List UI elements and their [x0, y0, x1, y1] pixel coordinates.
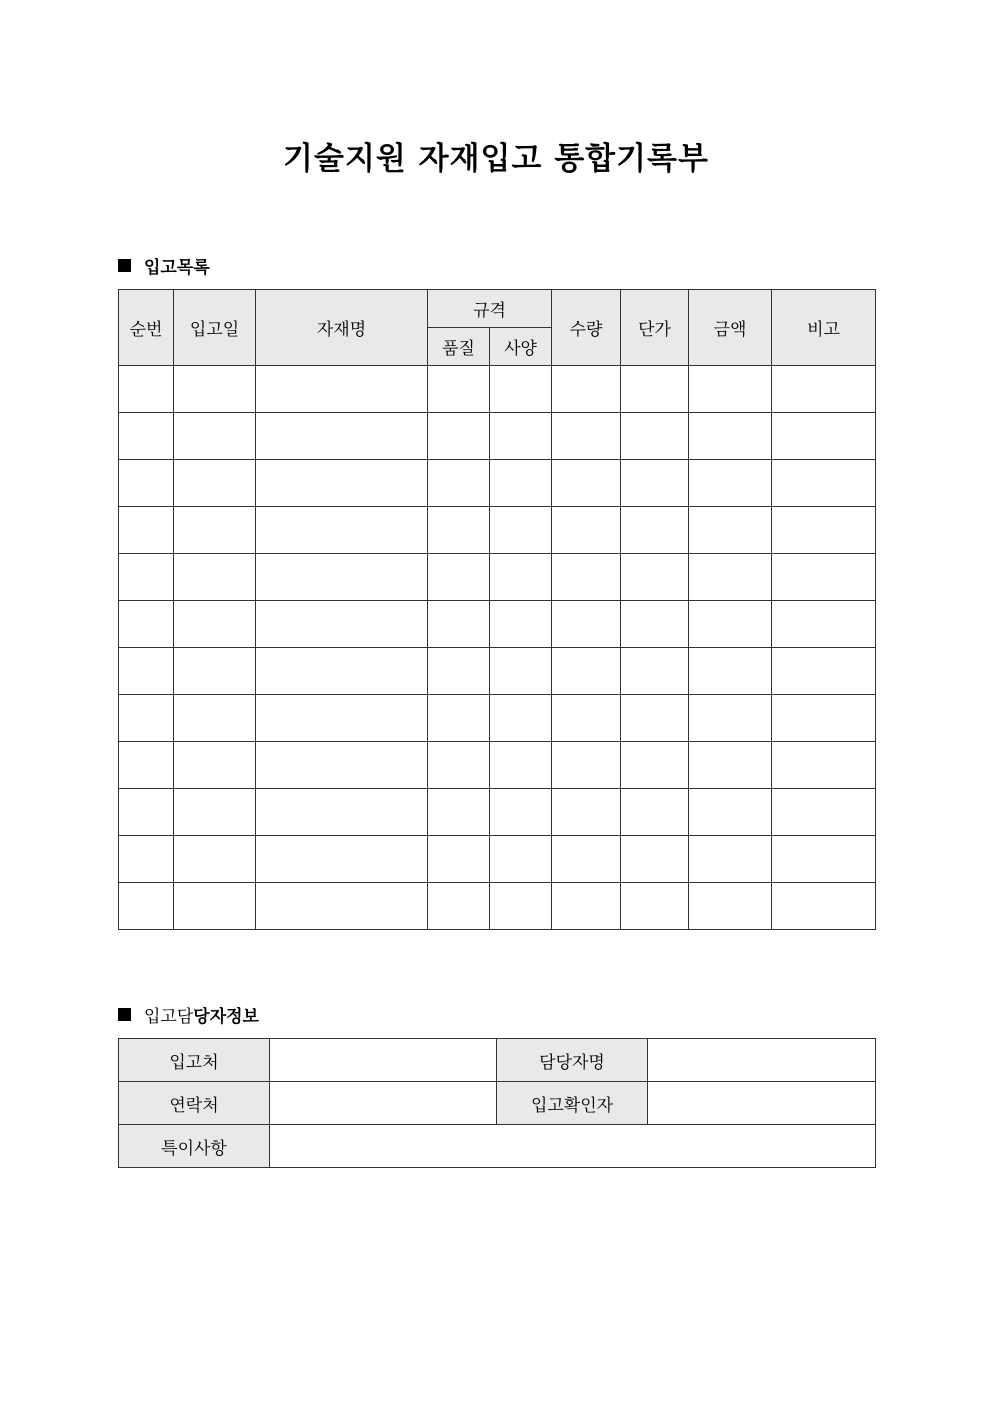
name-cell[interactable]: [256, 460, 428, 507]
spec-quality-cell[interactable]: [428, 883, 490, 930]
contact-field[interactable]: [270, 1082, 497, 1125]
remarks-label: 특이사항: [119, 1125, 270, 1168]
note-cell[interactable]: [772, 554, 876, 601]
list-section-heading: [118, 253, 210, 278]
spec-detail-cell[interactable]: [490, 648, 552, 695]
spec-quality-cell[interactable]: [428, 695, 490, 742]
spec-quality-cell[interactable]: [428, 601, 490, 648]
amount-cell[interactable]: [689, 460, 772, 507]
spec-quality-cell[interactable]: [428, 789, 490, 836]
table-row: [119, 554, 876, 601]
name-cell[interactable]: [256, 836, 428, 883]
info-section-title-normal: 입고담: [144, 1007, 194, 1027]
note-cell[interactable]: [772, 366, 876, 413]
spec-quality-cell[interactable]: [428, 413, 490, 460]
table-row: [119, 695, 876, 742]
receiver-field[interactable]: [648, 1082, 876, 1125]
manager-info-table: [118, 1038, 876, 1168]
name-cell[interactable]: [256, 507, 428, 554]
unit-price-cell[interactable]: [621, 695, 689, 742]
qty-cell[interactable]: [552, 460, 621, 507]
no-cell[interactable]: [119, 742, 174, 789]
receipt-list-body: [119, 366, 876, 930]
amount-cell[interactable]: [689, 836, 772, 883]
note-cell[interactable]: [772, 413, 876, 460]
spec-quality-cell[interactable]: [428, 460, 490, 507]
spec-detail-cell[interactable]: [490, 601, 552, 648]
note-cell[interactable]: [772, 789, 876, 836]
note-cell[interactable]: [772, 883, 876, 930]
col-header-note: 비고: [772, 290, 876, 366]
date-cell[interactable]: [174, 883, 256, 930]
spec-detail-cell[interactable]: [490, 460, 552, 507]
spec-detail-cell[interactable]: [490, 695, 552, 742]
qty-cell[interactable]: [552, 836, 621, 883]
no-cell[interactable]: [119, 836, 174, 883]
table-row: [119, 601, 876, 648]
name-cell[interactable]: [256, 366, 428, 413]
date-cell[interactable]: [174, 836, 256, 883]
unit-price-cell[interactable]: [621, 413, 689, 460]
name-cell[interactable]: [256, 648, 428, 695]
unit-price-cell[interactable]: [621, 883, 689, 930]
no-cell[interactable]: [119, 648, 174, 695]
qty-cell[interactable]: [552, 413, 621, 460]
note-cell[interactable]: [772, 460, 876, 507]
spec-detail-cell[interactable]: [490, 413, 552, 460]
date-cell[interactable]: [174, 601, 256, 648]
note-cell[interactable]: [772, 836, 876, 883]
remarks-field[interactable]: [270, 1125, 876, 1168]
spec-detail-cell[interactable]: [490, 883, 552, 930]
qty-cell[interactable]: [552, 507, 621, 554]
table-row: [119, 883, 876, 930]
col-header-spec-quality: 품질: [428, 328, 490, 366]
col-header-spec: 규격: [428, 290, 552, 328]
unit-price-cell[interactable]: [621, 366, 689, 413]
qty-cell[interactable]: [552, 554, 621, 601]
table-row: [119, 460, 876, 507]
col-header-name: 자재명: [256, 290, 428, 366]
table-row: [119, 366, 876, 413]
unit-price-cell[interactable]: [621, 554, 689, 601]
amount-cell[interactable]: [689, 601, 772, 648]
no-cell[interactable]: [119, 413, 174, 460]
supplier-label: 입고처: [119, 1039, 270, 1082]
date-cell[interactable]: [174, 413, 256, 460]
table-row: [119, 789, 876, 836]
amount-cell[interactable]: [689, 648, 772, 695]
name-cell[interactable]: [256, 413, 428, 460]
note-cell[interactable]: [772, 507, 876, 554]
no-cell[interactable]: [119, 883, 174, 930]
date-cell[interactable]: [174, 460, 256, 507]
date-cell[interactable]: [174, 695, 256, 742]
col-header-spec-detail: 사양: [490, 328, 552, 366]
amount-cell[interactable]: [689, 883, 772, 930]
qty-cell[interactable]: [552, 883, 621, 930]
name-cell[interactable]: [256, 695, 428, 742]
name-cell[interactable]: [256, 883, 428, 930]
table-row: [119, 413, 876, 460]
date-cell[interactable]: [174, 366, 256, 413]
manager-name-field[interactable]: [648, 1039, 876, 1082]
date-cell[interactable]: [174, 789, 256, 836]
amount-cell[interactable]: [689, 789, 772, 836]
page-title: 기술지원 자재입고 통합기록부: [283, 141, 709, 177]
spec-quality-cell[interactable]: [428, 836, 490, 883]
no-cell[interactable]: [119, 601, 174, 648]
spec-detail-cell[interactable]: [490, 554, 552, 601]
amount-cell[interactable]: [689, 366, 772, 413]
no-cell[interactable]: [119, 507, 174, 554]
spec-detail-cell[interactable]: [490, 789, 552, 836]
no-cell[interactable]: [119, 460, 174, 507]
note-cell[interactable]: [772, 601, 876, 648]
qty-cell[interactable]: [552, 601, 621, 648]
list-section-title: 입고목록: [144, 258, 210, 278]
qty-cell[interactable]: [552, 742, 621, 789]
table-row: [119, 742, 876, 789]
unit-price-cell[interactable]: [621, 789, 689, 836]
no-cell[interactable]: [119, 366, 174, 413]
square-bullet-icon: [118, 1008, 131, 1021]
col-header-unit-price: 단가: [621, 290, 689, 366]
note-cell[interactable]: [772, 742, 876, 789]
name-cell[interactable]: [256, 742, 428, 789]
spec-quality-cell[interactable]: [428, 742, 490, 789]
unit-price-cell[interactable]: [621, 836, 689, 883]
square-bullet-icon: [118, 259, 131, 272]
spec-detail-cell[interactable]: [490, 742, 552, 789]
spec-quality-cell[interactable]: [428, 554, 490, 601]
no-cell[interactable]: [119, 789, 174, 836]
name-cell[interactable]: [256, 601, 428, 648]
info-section-title-bold: 당자정보: [193, 1007, 259, 1027]
unit-price-cell[interactable]: [621, 601, 689, 648]
info-section-heading: [118, 1002, 259, 1027]
supplier-field[interactable]: [270, 1039, 497, 1082]
note-cell[interactable]: [772, 648, 876, 695]
receiver-label: 입고확인자: [497, 1082, 648, 1125]
col-header-qty: 수량: [552, 290, 621, 366]
date-cell[interactable]: [174, 507, 256, 554]
spec-detail-cell[interactable]: [490, 507, 552, 554]
amount-cell[interactable]: [689, 554, 772, 601]
col-header-no: 순번: [119, 290, 174, 366]
table-row: [119, 507, 876, 554]
col-header-amount: 금액: [689, 290, 772, 366]
table-row: [119, 648, 876, 695]
qty-cell[interactable]: [552, 366, 621, 413]
no-cell[interactable]: [119, 695, 174, 742]
unit-price-cell[interactable]: [621, 507, 689, 554]
spec-quality-cell[interactable]: [428, 366, 490, 413]
name-cell[interactable]: [256, 789, 428, 836]
amount-cell[interactable]: [689, 507, 772, 554]
col-header-date: 입고일: [174, 290, 256, 366]
unit-price-cell[interactable]: [621, 742, 689, 789]
date-cell[interactable]: [174, 742, 256, 789]
qty-cell[interactable]: [552, 648, 621, 695]
note-cell[interactable]: [772, 695, 876, 742]
manager-name-label: 담당자명: [497, 1039, 648, 1082]
date-cell[interactable]: [174, 648, 256, 695]
spec-quality-cell[interactable]: [428, 507, 490, 554]
contact-label: 연락처: [119, 1082, 270, 1125]
no-cell[interactable]: [119, 554, 174, 601]
spec-detail-cell[interactable]: [490, 836, 552, 883]
spec-detail-cell[interactable]: [490, 366, 552, 413]
spec-quality-cell[interactable]: [428, 648, 490, 695]
name-cell[interactable]: [256, 554, 428, 601]
amount-cell[interactable]: [689, 695, 772, 742]
qty-cell[interactable]: [552, 789, 621, 836]
table-row: [119, 836, 876, 883]
amount-cell[interactable]: [689, 413, 772, 460]
qty-cell[interactable]: [552, 695, 621, 742]
date-cell[interactable]: [174, 554, 256, 601]
amount-cell[interactable]: [689, 742, 772, 789]
unit-price-cell[interactable]: [621, 648, 689, 695]
unit-price-cell[interactable]: [621, 460, 689, 507]
receipt-list-table: [118, 289, 876, 930]
